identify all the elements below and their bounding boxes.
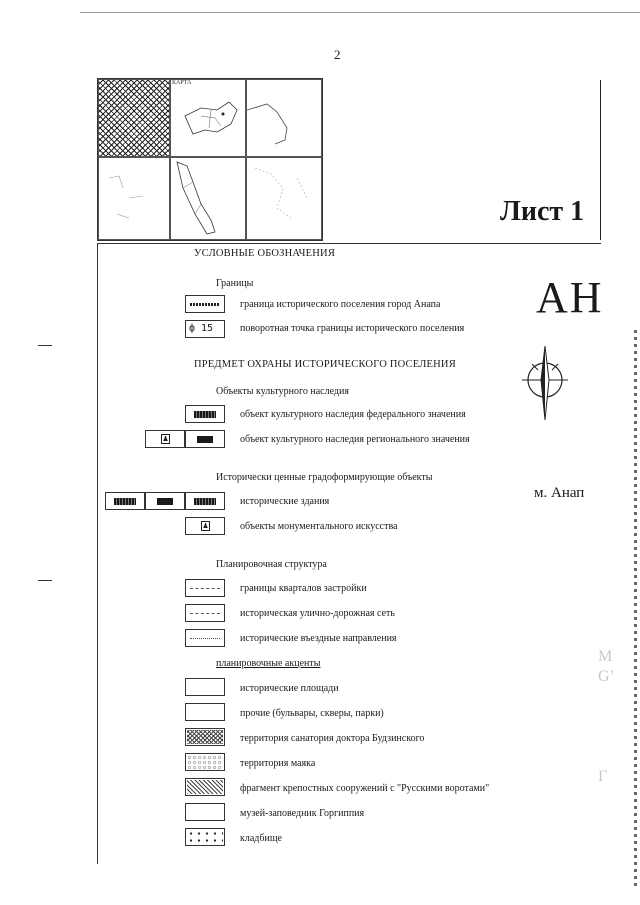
place-name-fragment: м. Анап	[534, 485, 585, 501]
swatch-lighthouse	[185, 753, 225, 771]
swatch-fortress	[185, 778, 225, 796]
legend-item-label: граница исторического поселения город Анапа	[240, 299, 441, 310]
legend-item-label: территория санатория доктора Будзинского	[240, 733, 425, 744]
borders-header: Границы	[216, 278, 254, 289]
legend-item-label: объект культурного наследия федерального значения	[240, 409, 466, 420]
faint-text: Gʼ	[598, 668, 615, 685]
sheet-title: Лист 1	[500, 196, 585, 227]
legend-item-label: территория маяка	[240, 758, 316, 769]
legend-item-label: объекты монументального искусства	[240, 521, 398, 532]
swatch-historic-building-1	[105, 492, 145, 510]
legend-item-label: историческая улично-дорожная сеть	[240, 608, 395, 619]
inset-cell	[98, 157, 170, 240]
inset-cell-current	[170, 79, 246, 157]
swatch-cemetery	[185, 828, 225, 846]
map-title-fragment: АН	[536, 273, 604, 322]
legend-title: УСЛОВНЫЕ ОБОЗНАЧЕНИЯ	[194, 248, 336, 259]
page-edge-noise	[634, 330, 637, 890]
inset-cell	[170, 157, 246, 240]
compass-rose-icon	[518, 340, 572, 424]
top-rule	[80, 12, 640, 13]
swatch-entry-directions	[185, 629, 225, 647]
accents-header: планировочные акценты	[216, 658, 321, 669]
swatch-monumental-art: ♟	[185, 517, 225, 535]
swatch-turning-point: ф 15	[185, 320, 225, 338]
legend-item-label: поворотная точка границы исторического поселения	[240, 323, 465, 334]
swatch-sanatorium	[185, 728, 225, 746]
faint-text: М	[598, 648, 613, 665]
swatch-gorgippia	[185, 803, 225, 821]
inset-map-title: КАРТА	[172, 80, 192, 86]
inset-cell	[246, 79, 322, 157]
title-block-divider	[600, 80, 601, 240]
swatch-street-network	[185, 604, 225, 622]
planning-header: Планировочная структура	[216, 559, 327, 570]
faint-text: Г	[598, 768, 608, 785]
swatch-regional-monument: ♟	[145, 430, 185, 448]
legend-item-label: исторические здания	[240, 496, 330, 507]
page-number: 2	[334, 47, 341, 62]
legend-item-label: границы кварталов застройки	[240, 583, 367, 594]
swatch-historic-building-3	[185, 492, 225, 510]
legend-item-label: объект культурного наследия регионального значения	[240, 434, 470, 445]
swatch-quarter-borders	[185, 579, 225, 597]
inset-map-outline	[171, 80, 247, 158]
swatch-historic-squares	[185, 678, 225, 696]
swatch-settlement-border	[185, 295, 225, 313]
legend-item-label: прочие (бульвары, скверы, парки)	[240, 708, 384, 719]
margin-mark	[38, 345, 52, 346]
swatch-federal-object	[185, 405, 225, 423]
protection-header: ПРЕДМЕТ ОХРАНЫ ИСТОРИЧЕСКОГО ПОСЕЛЕНИЯ	[194, 359, 456, 370]
valuable-header: Исторически ценные градоформирующие объекты	[216, 472, 433, 483]
legend-frame	[97, 243, 601, 864]
legend-item-label: фрагмент крепостных сооружений с "Русскими воротами"	[240, 783, 490, 794]
swatch-regional-object	[185, 430, 225, 448]
legend-item-label: кладбище	[240, 833, 282, 844]
legend-item-label: исторические въездные направления	[240, 633, 397, 644]
legend-item-label: исторические площади	[240, 683, 339, 694]
inset-cell-hatched	[98, 79, 170, 157]
inset-index-map	[97, 78, 323, 241]
inset-cell	[246, 157, 322, 240]
inset-map-outline	[99, 158, 171, 241]
legend-item-label: музей-заповедник Горгиппия	[240, 808, 365, 819]
cultural-header: Объекты культурного наследия	[216, 386, 349, 397]
inset-map-outline	[247, 158, 323, 241]
inset-map-outline	[247, 80, 323, 158]
swatch-parks	[185, 703, 225, 721]
swatch-historic-building-2	[145, 492, 185, 510]
margin-mark	[38, 580, 52, 581]
inset-map-outline	[171, 158, 247, 241]
